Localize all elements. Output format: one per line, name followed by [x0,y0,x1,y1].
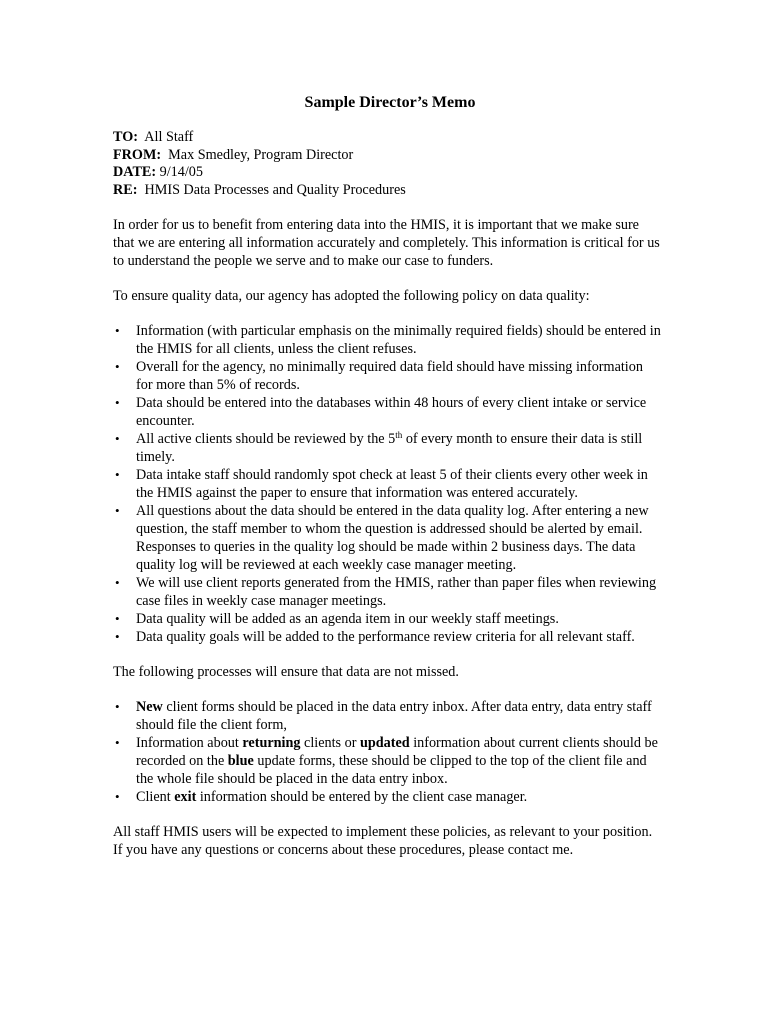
to-value: All Staff [144,129,194,145]
bullet-icon: • [115,699,120,714]
bullet-icon: • [115,611,120,626]
policy-list [113,322,663,646]
list-item: • Data should be entered into the databases within 48 hours of every client intake or service encounter. [115,395,647,429]
bullet-icon: • [115,395,120,410]
bullet-icon: • [115,735,120,750]
list-item: • We will use client reports generated from the HMIS, rather than paper files when reviewing case files in weekly case manager meetings. [115,575,657,609]
bullet-icon: • [115,359,120,374]
memo-header [113,129,663,199]
closing-paragraph: All staff HMIS users will be expected to implement these policies, as relevant to your position. If you have any questions or concerns about these procedures, please contact me. [113,824,653,858]
memo-page [113,92,663,859]
intro-paragraph: In order for us to benefit from entering data into the HMIS, it is important that we make sure that we are entering all information accurately and completely. This information is critical for us to understand the people we serve and to make our case to funders. [113,217,660,269]
list-item: • Overall for the agency, no minimally required data field should have missing information for more than 5% of records. [115,359,643,393]
bullet-icon: • [115,431,120,446]
bullet-icon: • [115,323,120,338]
date-line [113,164,663,182]
re-line [113,182,663,200]
policy-intro: To ensure quality data, our agency has adopted the following policy on data quality: [113,288,590,304]
process-list [113,698,663,806]
bullet-icon: • [115,503,120,518]
list-item: • Data quality will be added as an agenda item in our weekly staff meetings. [115,611,559,627]
list-item: • All questions about the data should be entered in the data quality log. After entering a new question, the staff member to whom the question is addressed should be alerted by email. Responses to queries in the quality log should be made within 2 business days. The data quality log will be reviewed at each weekly case manager meeting. [115,503,649,573]
list-item: • Data quality goals will be added to the performance review criteria for all relevant staff. [115,629,635,645]
bullet-icon: • [115,789,120,804]
list-item: • Data intake staff should randomly spot check at least 5 of their clients every other week in the HMIS against the paper to ensure that information was entered accurately. [115,467,648,501]
list-item: • Information about returning clients or updated information about current clients should be recorded on the blue update forms, these should be clipped to the top of the client file and the whole file should be placed in the data entry inbox. [115,735,658,787]
bullet-icon: • [115,629,120,644]
from-line [113,147,663,165]
from-value: Max Smedley, Program Director [168,146,354,163]
to-label: TO: [113,129,138,145]
from-label: FROM: [113,146,162,163]
bullet-icon: • [115,575,120,590]
list-item: • All active clients should be reviewed by the 5th of every month to ensure their data is still timely. [115,430,643,465]
date-value: 9/14/05 [159,164,203,180]
re-value: HMIS Data Processes and Quality Procedures [144,181,406,198]
date-label: DATE: [113,164,157,180]
bullet-icon: • [115,467,120,482]
list-item: • Client exit information should be entered by the client case manager. [115,789,528,805]
to-line [113,129,663,147]
process-intro: The following processes will ensure that data are not missed. [113,664,459,680]
memo-title: Sample Director’s Memo [304,94,476,111]
list-item: • Information (with particular emphasis on the minimally required fields) should be entered in the HMIS for all clients, unless the client refuses. [115,323,661,357]
re-label: RE: [113,181,138,198]
list-item: • New client forms should be placed in the data entry inbox. After data entry, data entry staff should file the client form, [115,699,652,733]
